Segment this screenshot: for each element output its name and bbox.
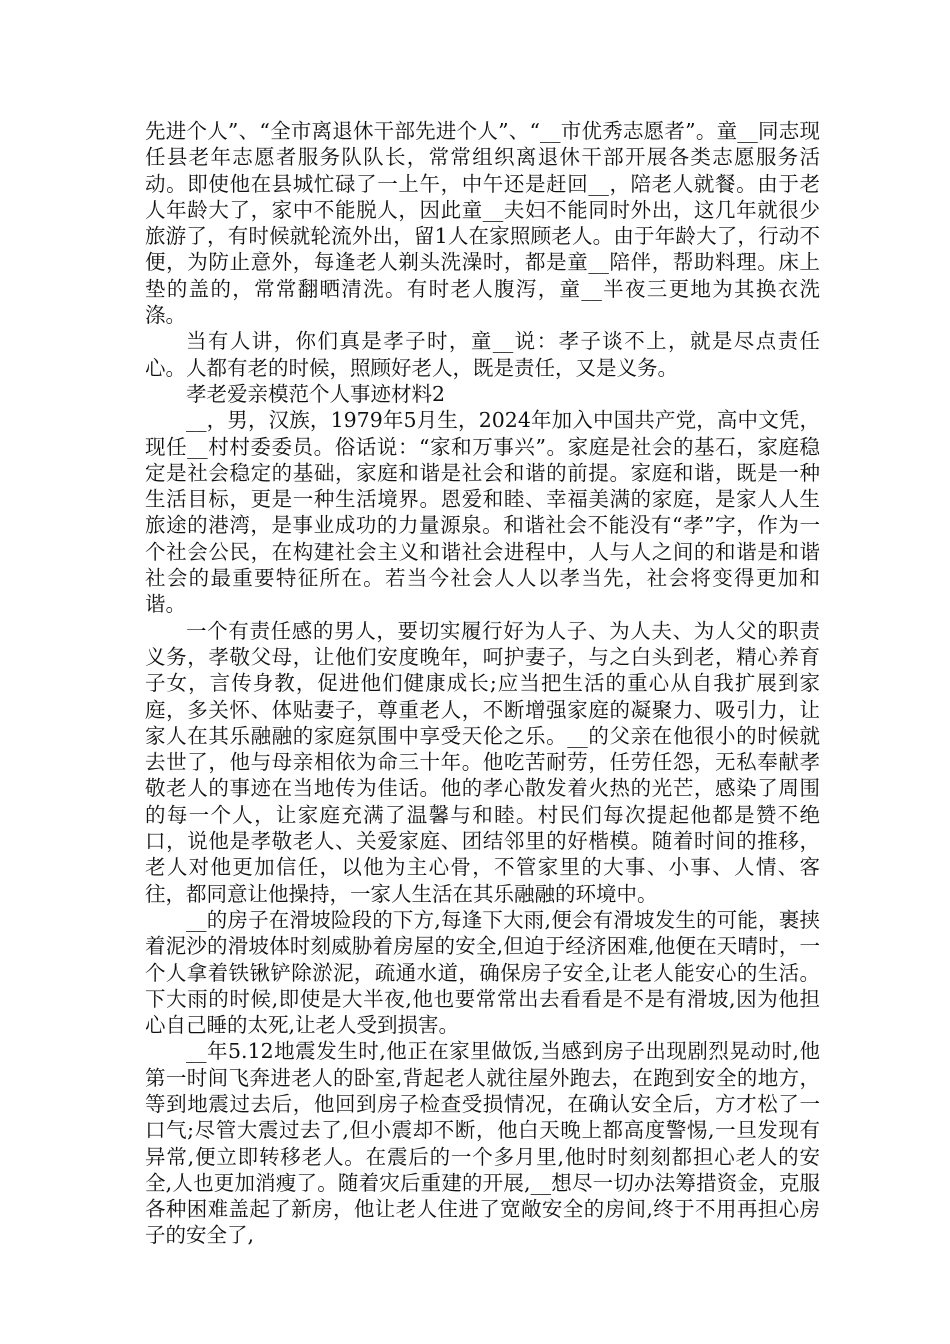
paragraph-profile: __，男，汉族，1979年5月生，2024年加入中国共产党，高中文凭，现任__村村委委员。俗话说：“家和万事兴”。家庭是社会的基石，家庭稳定是社会稳定的基础，家庭和谐是社会和谐的前提。家庭和谐，既是一种生活目标，更是一种生活境界。恩爱和睦、幸福美满的家庭，是家人人生旅途的港湾，是事业成功的力量源泉。和谐社会不能没有“孝”字，作为一个社会公民，在构建社会主义和谐社会进程中，人与人之间的和谐是和谐社会的最重要特征所在。若当今社会人人以孝当先，社会将变得更加和谐。 xyxy=(145,408,820,617)
paragraph-responsibility: 一个有责任感的男人，要切实履行好为人子、为人夫、为人父的职责义务，孝敬父母，让他们安度晚年，呵护妻子，与之白头到老，精心养育子女，言传身教，促进他们健康成长;应当把生活的重心从自我扩展到家庭，多关怀、体贴妻子，尊重老人，不断增强家庭的凝聚力、吸引力，让家人在其乐融融的家庭氛围中享受天伦之乐。__的父亲在他很小的时候就去世了，他与母亲相依为命三十年。他吃苦耐劳，任劳任怨，无私奉献孝敬老人的事迹在当地传为佳话。他的孝心散发着火热的光芒，感染了周围的每一个人，让家庭充满了温馨与和睦。村民们每次提起他都是赞不绝口，说他是孝敬老人、关爱家庭、团结邻里的好楷模。随着时间的推移，老人对他更加信任，以他为主心骨，不管家里的大事、小事、人情、客往，都同意让他操持，一家人生活在其乐融融的环境中。 xyxy=(145,618,820,906)
document-page xyxy=(145,118,820,1249)
section-heading: 孝老爱亲模范个人事迹材料2 xyxy=(186,381,446,406)
paragraph-earthquake: __年5.12地震发生时,他正在家里做饭,当感到房子出现剧烈晃动时,他第一时间飞奔进老人的卧室,背起老人就往屋外跑去，在跑到安全的地方，等到地震过去后，他回到房子检查受损情况，在确认安全后，方才松了一口气;尽管大震过去了,但小震却不断，他白天晚上都高度警惕,一旦发现有异常,便立即转移老人。在震后的一个多月里,他时时刻刻都担心老人的安全,人也更加消瘦了。随着灾后重建的开展,__想尽一切办法筹措资金，克服各种困难盖起了新房，他让老人住进了宽敞安全的房间,终于不用再担心房子的安全了, xyxy=(145,1039,820,1248)
paragraph-filial-statement: 当有人讲，你们真是孝子时，童__说：孝子谈不上，就是尽点责任心。人都有老的时候，照顾好老人，既是责任，又是义务。 xyxy=(145,329,820,380)
paragraph-continued: 先进个人”、“全市离退休干部先进个人”、“__市优秀志愿者”。童__同志现任县老年志愿者服务队队长，常常组织离退休干部开展各类志愿服务活动。即使他在县城忙碌了一上午，中午还是赶回__，陪老人就餐。由于老人年龄大了，家中不能脱人，因此童__夫妇不能同时外出，这几年就很少旅游了，有时候就轮流外出，留1人在家照顾老人。由于年龄大了，行动不便，为防止意外，每逢老人剃头洗澡时，都是童__陪伴，帮助料理。床上垫的盖的，常常翻晒清洗。有时老人腹泻，童__半夜三更地为其换衣洗涤。 xyxy=(145,119,820,328)
paragraph-landslide: __的房子在滑坡险段的下方,每逢下大雨,便会有滑坡发生的可能，裹挟着泥沙的滑坡体时刻威胁着房屋的安全,但迫于经济困难,他便在天晴时，一个人拿着铁锹铲除淤泥，疏通水道，确保房子安全,让老人能安心的生活。下大雨的时候,即使是大半夜,他也要常常出去看看是不是有滑坡,因为他担心自己睡的太死,让老人受到损害。 xyxy=(145,907,820,1038)
